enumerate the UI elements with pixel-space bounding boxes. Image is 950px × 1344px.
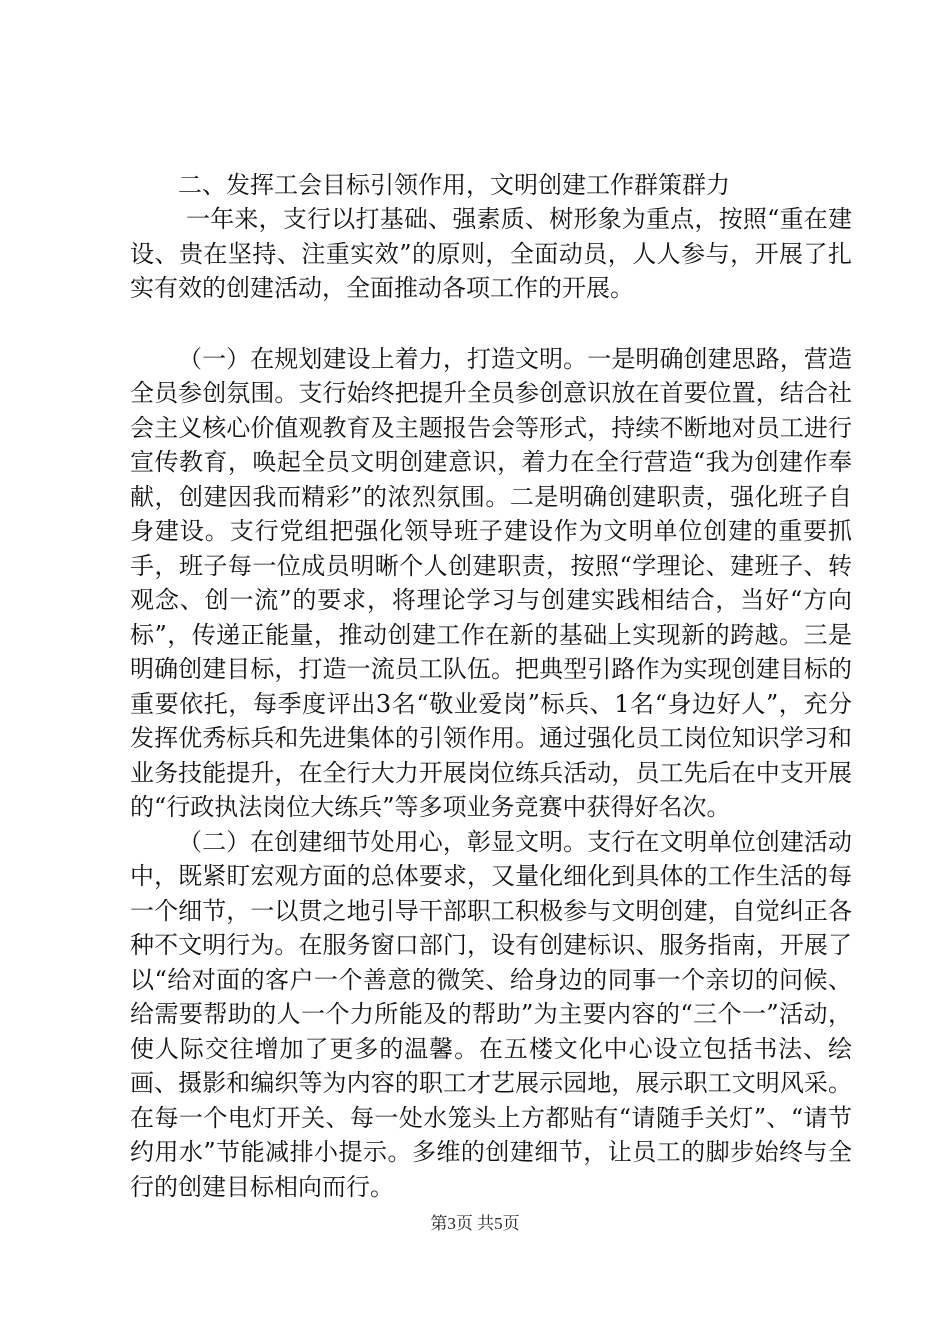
section-heading: 二、发挥工会目标引领作用，文明创建工作群策群力 — [178, 171, 730, 199]
intro-paragraph: 一年来，支行以打基础、强素质、树形象为重点，按照“重在建设、贵在坚持、注重实效”的原则，全面动员，人人参与，开展了扎实有效的创建活动，全面推动各项工作的开展。 — [130, 205, 852, 302]
subsection-one-paragraph: （一）在规划建设上着力，打造文明。一是明确创建思路，营造全员参创氛围。支行始终把提升全员参创意识放在首要位置，结合社会主义核心价值观教育及主题报告会等形式，持续不断地对员工进行宣传教育，唤起全员文明创建意识，着力在全行营造“我为创建作奉献，创建因我而精彩”的浓烈氛围。二是明确创建职责，强化班子自身建设。支行党组把强化领导班子建设作为文明单位创建的重要抓手，班子每一位成员明晰个人创建职责，按照“学理论、建班子、转观念、创一流”的要求，将理论学习与创建实践相结合，当好“方向标”，传递正能量，推动创建工作在新的基础上实现新的跨越。三是明确创建目标，打造一流员工队伍。把典型引路作为实现创建目标的重要依托，每季度评出3名“敬业爱岗”标兵、1名“身边好人”，充分发挥优秀标兵和先进集体的引领作用。通过强化员工岗位知识学习和业务技能提升，在全行大力开展岗位练兵活动，员工先后在中支开展的“行政执法岗位大练兵”等多项业务竞赛中获得好名次。 — [130, 344, 852, 821]
paragraph-spacer — [130, 306, 852, 342]
document-body — [130, 168, 852, 1204]
page-number-footer: 第3页 共5页 — [430, 1214, 520, 1233]
subsection-two-paragraph: （二）在创建细节处用心，彰显文明。支行在文明单位创建活动中，既紧盯宏观方面的总体要求，又量化细化到具体的工作生活的每一个细节，一以贯之地引导干部职工积极参与文明创建，自觉纠正各种不文明行为。在服务窗口部门，设有创建标识、服务指南，开展了以“给对面的客户一个善意的微笑、给身边的同事一个亲切的问候、给需要帮助的人一个力所能及的帮助”为主要内容的“三个一”活动，使人际交往增加了更多的温馨。在五楼文化中心设立包括书法、绘画、摄影和编织等为内容的职工才艺展示园地，展示职工文明风采。在每一个电灯开关、每一处水笼头上方都贴有“请随手关灯”、“请节约用水”节能减排小提示。多维的创建细节，让员工的脚步始终与全行的创建目标相向而行。 — [130, 827, 852, 1201]
